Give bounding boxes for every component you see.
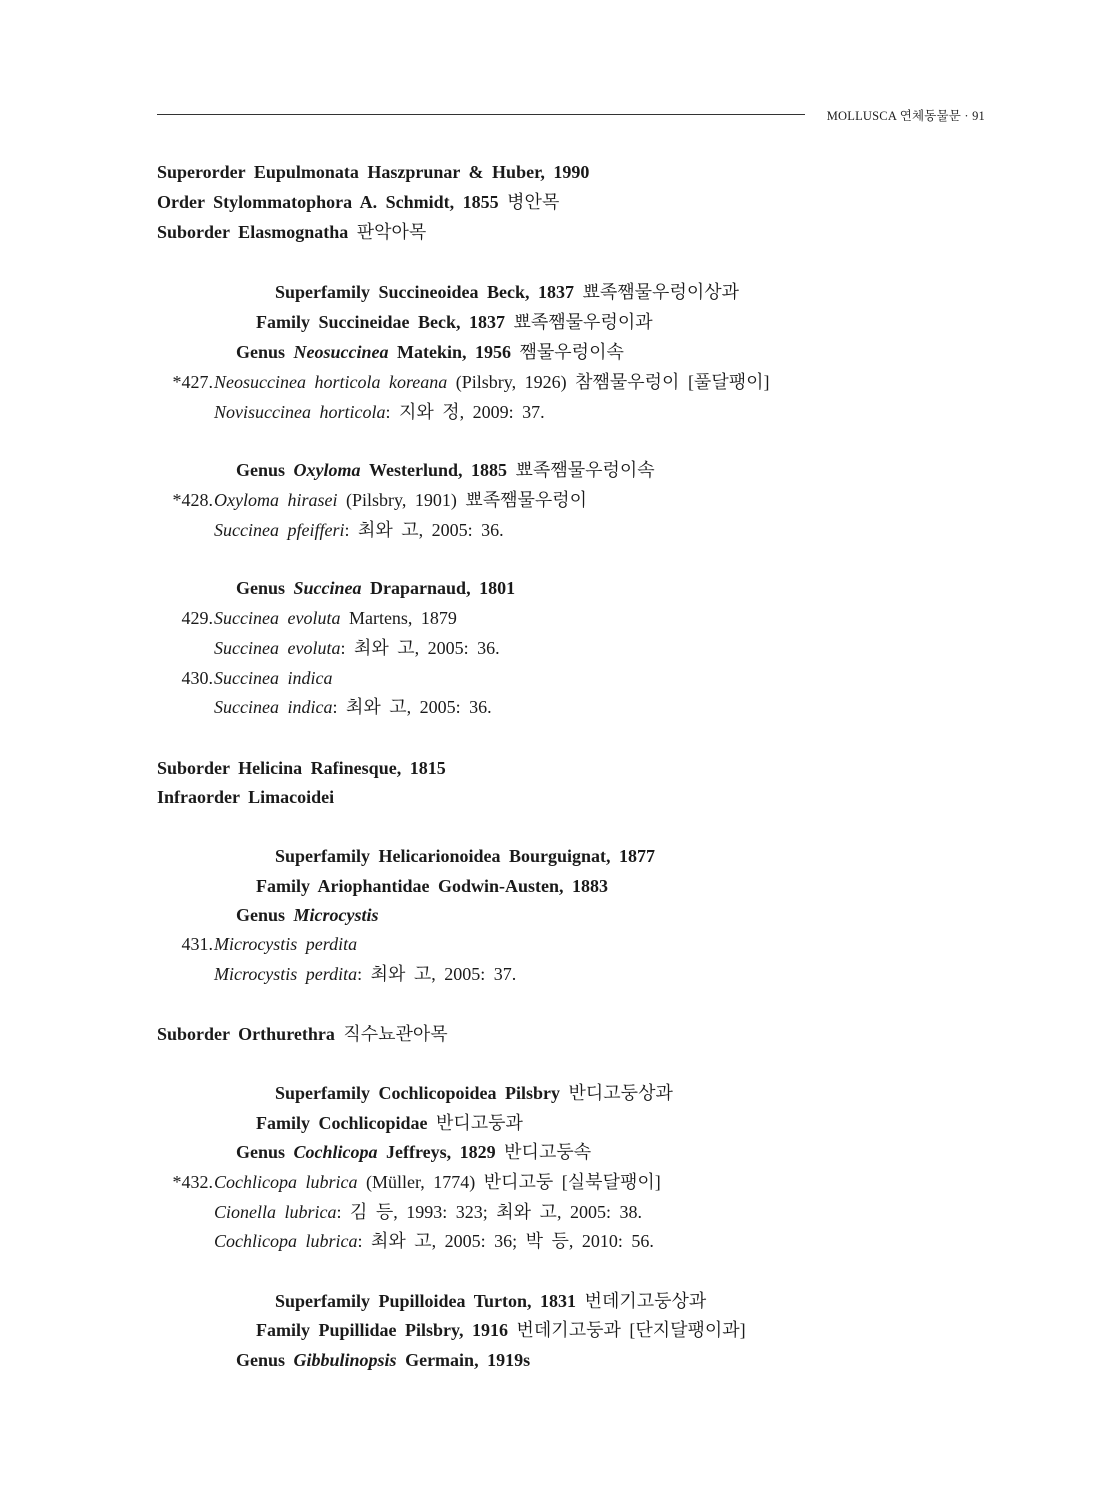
rank-label: Genus	[236, 905, 286, 925]
synonym-reference: : 최와 고, 2005: 36.	[344, 520, 504, 540]
genus-name: Oxyloma	[293, 460, 361, 480]
synonym-entry	[214, 962, 516, 986]
taxon-name: Superfamily Helicarionoidea Bourguignat, 1877	[275, 846, 656, 866]
taxon-name: Infraorder Limacoidei	[157, 787, 335, 807]
taxon-name: Superfamily Cochlicopoidea Pilsbry	[275, 1083, 561, 1103]
species-name: Microcystis perdita	[214, 934, 358, 954]
synonym-reference: : 최와 고, 2005: 36.	[340, 638, 500, 658]
suborder-heading	[157, 220, 426, 244]
suborder-heading	[157, 1022, 448, 1046]
taxon-name: Order Stylommatophora A. Schmidt, 1855	[157, 192, 499, 212]
rank-label: Genus	[236, 1350, 286, 1370]
korean-name: 병안목	[507, 192, 560, 212]
synonym-name: Succinea pfeifferi	[214, 520, 345, 540]
species-number: *427.	[172, 372, 213, 392]
synonym-name: Succinea evoluta	[214, 638, 341, 658]
infraorder-heading	[157, 785, 334, 809]
genus-name: Microcystis	[293, 905, 379, 925]
synonym-entry	[214, 518, 504, 542]
header-rule	[157, 114, 805, 115]
synonym-entry	[214, 400, 545, 424]
genus-name: Cochlicopa	[293, 1142, 378, 1162]
species-entry	[214, 1170, 661, 1194]
suborder-heading	[157, 756, 446, 780]
taxon-name: Superorder Eupulmonata Haszprunar & Huber, 1990	[157, 162, 590, 182]
synonym-name: Succinea indica	[214, 697, 333, 717]
taxon-name: Suborder Helicina Rafinesque, 1815	[157, 758, 446, 778]
genus-author: Jeffreys, 1829	[386, 1142, 496, 1162]
rank-label: Genus	[236, 1142, 286, 1162]
synonym-reference: : 김 등, 1993: 323; 최와 고, 2005: 38.	[336, 1202, 642, 1222]
genus-heading	[236, 1348, 530, 1372]
synonym-reference: : 최와 고, 2005: 37.	[357, 964, 517, 984]
genus-author: Westerlund, 1885	[369, 460, 508, 480]
species-name: Succinea evoluta	[214, 608, 341, 628]
genus-author: Matekin, 1956	[397, 342, 512, 362]
species-name: Neosuccinea horticola koreana	[214, 372, 448, 392]
genus-author: Germain, 1919s	[405, 1350, 531, 1370]
species-number: 430.	[181, 668, 213, 688]
species-rest: (Müller, 1774) 반디고둥 [실북달팽이]	[365, 1172, 661, 1192]
genus-heading	[236, 903, 379, 927]
superfamily-heading	[275, 844, 655, 868]
korean-name: 직수뇨관아목	[343, 1024, 448, 1044]
family-heading	[256, 310, 653, 334]
korean-name: 반디고둥상과	[568, 1083, 673, 1103]
running-head: MOLLUSCA 연체동물문 · 91	[826, 109, 985, 123]
taxon-name: Family Succineidae Beck, 1837	[256, 312, 505, 332]
korean-name: 반디고둥속	[504, 1142, 592, 1162]
taxon-name: Suborder Elasmognatha	[157, 222, 349, 242]
synonym-reference: : 최와 고, 2005: 36; 박 등, 2010: 56.	[357, 1231, 654, 1251]
rank-label: Genus	[236, 460, 286, 480]
family-heading	[256, 874, 608, 898]
species-number: *432.	[172, 1172, 213, 1192]
species-entry	[214, 932, 357, 956]
genus-name: Succinea	[293, 578, 362, 598]
synonym-entry	[214, 1200, 642, 1224]
korean-name: 번데기고둥과 [단지달팽이과]	[516, 1320, 746, 1340]
running-header	[157, 104, 985, 126]
korean-name: 판악아목	[356, 222, 427, 242]
species-entry	[214, 666, 332, 690]
korean-name: 반디고둥과	[436, 1113, 523, 1133]
synonym-entry	[214, 636, 500, 660]
korean-name: 뾰족쨈물우렁이상과	[582, 282, 739, 302]
species-number: *428.	[172, 490, 213, 510]
genus-author: Draparnaud, 1801	[370, 578, 516, 598]
genus-name: Neosuccinea	[293, 342, 389, 362]
species-rest: (Pilsbry, 1901) 뾰족쨈물우렁이	[345, 490, 588, 510]
genus-heading	[236, 1140, 591, 1164]
species-number: 429.	[181, 608, 213, 628]
taxon-name: Family Pupillidae Pilsbry, 1916	[256, 1320, 509, 1340]
synonym-reference: : 지와 정, 2009: 37.	[385, 402, 545, 422]
species-entry	[214, 606, 457, 630]
taxon-name: Suborder Orthurethra	[157, 1024, 335, 1044]
genus-heading	[236, 576, 515, 600]
synonym-name: Cochlicopa lubrica	[214, 1231, 358, 1251]
genus-heading	[236, 340, 624, 364]
species-rest: Martens, 1879	[348, 608, 457, 628]
korean-name: 뾰족쨈물우렁이과	[513, 312, 653, 332]
genus-name: Gibbulinopsis	[293, 1350, 397, 1370]
superfamily-heading	[275, 1081, 673, 1105]
synonym-entry	[214, 695, 492, 719]
korean-name: 쨈물우렁이속	[519, 342, 624, 362]
taxon-name: Superfamily Pupilloidea Turton, 1831	[275, 1291, 577, 1311]
species-number: 431.	[181, 934, 213, 954]
synonym-name: Novisuccinea horticola	[214, 402, 386, 422]
species-name: Oxyloma hirasei	[214, 490, 338, 510]
family-heading	[256, 1318, 746, 1342]
synonym-name: Cionella lubrica	[214, 1202, 337, 1222]
synonym-entry	[214, 1229, 654, 1253]
taxon-name: Family Ariophantidae Godwin-Austen, 1883	[256, 876, 609, 896]
order-heading	[157, 190, 559, 214]
species-name: Cochlicopa lubrica	[214, 1172, 358, 1192]
superfamily-heading	[275, 280, 739, 304]
species-rest: (Pilsbry, 1926) 참쨈물우렁이 [풀달팽이]	[455, 372, 770, 392]
genus-heading	[236, 458, 655, 482]
family-heading	[256, 1111, 523, 1135]
rank-label: Genus	[236, 578, 286, 598]
superorder-heading	[157, 160, 589, 184]
rank-label: Genus	[236, 342, 286, 362]
korean-name: 번데기고둥상과	[584, 1291, 707, 1311]
synonym-reference: : 최와 고, 2005: 36.	[332, 697, 492, 717]
species-entry	[214, 488, 587, 512]
superfamily-heading	[275, 1289, 706, 1313]
taxon-name: Family Cochlicopidae	[256, 1113, 428, 1133]
korean-name: 뾰족쨈물우렁이속	[515, 460, 655, 480]
species-entry	[214, 370, 769, 394]
taxon-name: Superfamily Succineoidea Beck, 1837	[275, 282, 574, 302]
species-name: Succinea indica	[214, 668, 333, 688]
synonym-name: Microcystis perdita	[214, 964, 358, 984]
